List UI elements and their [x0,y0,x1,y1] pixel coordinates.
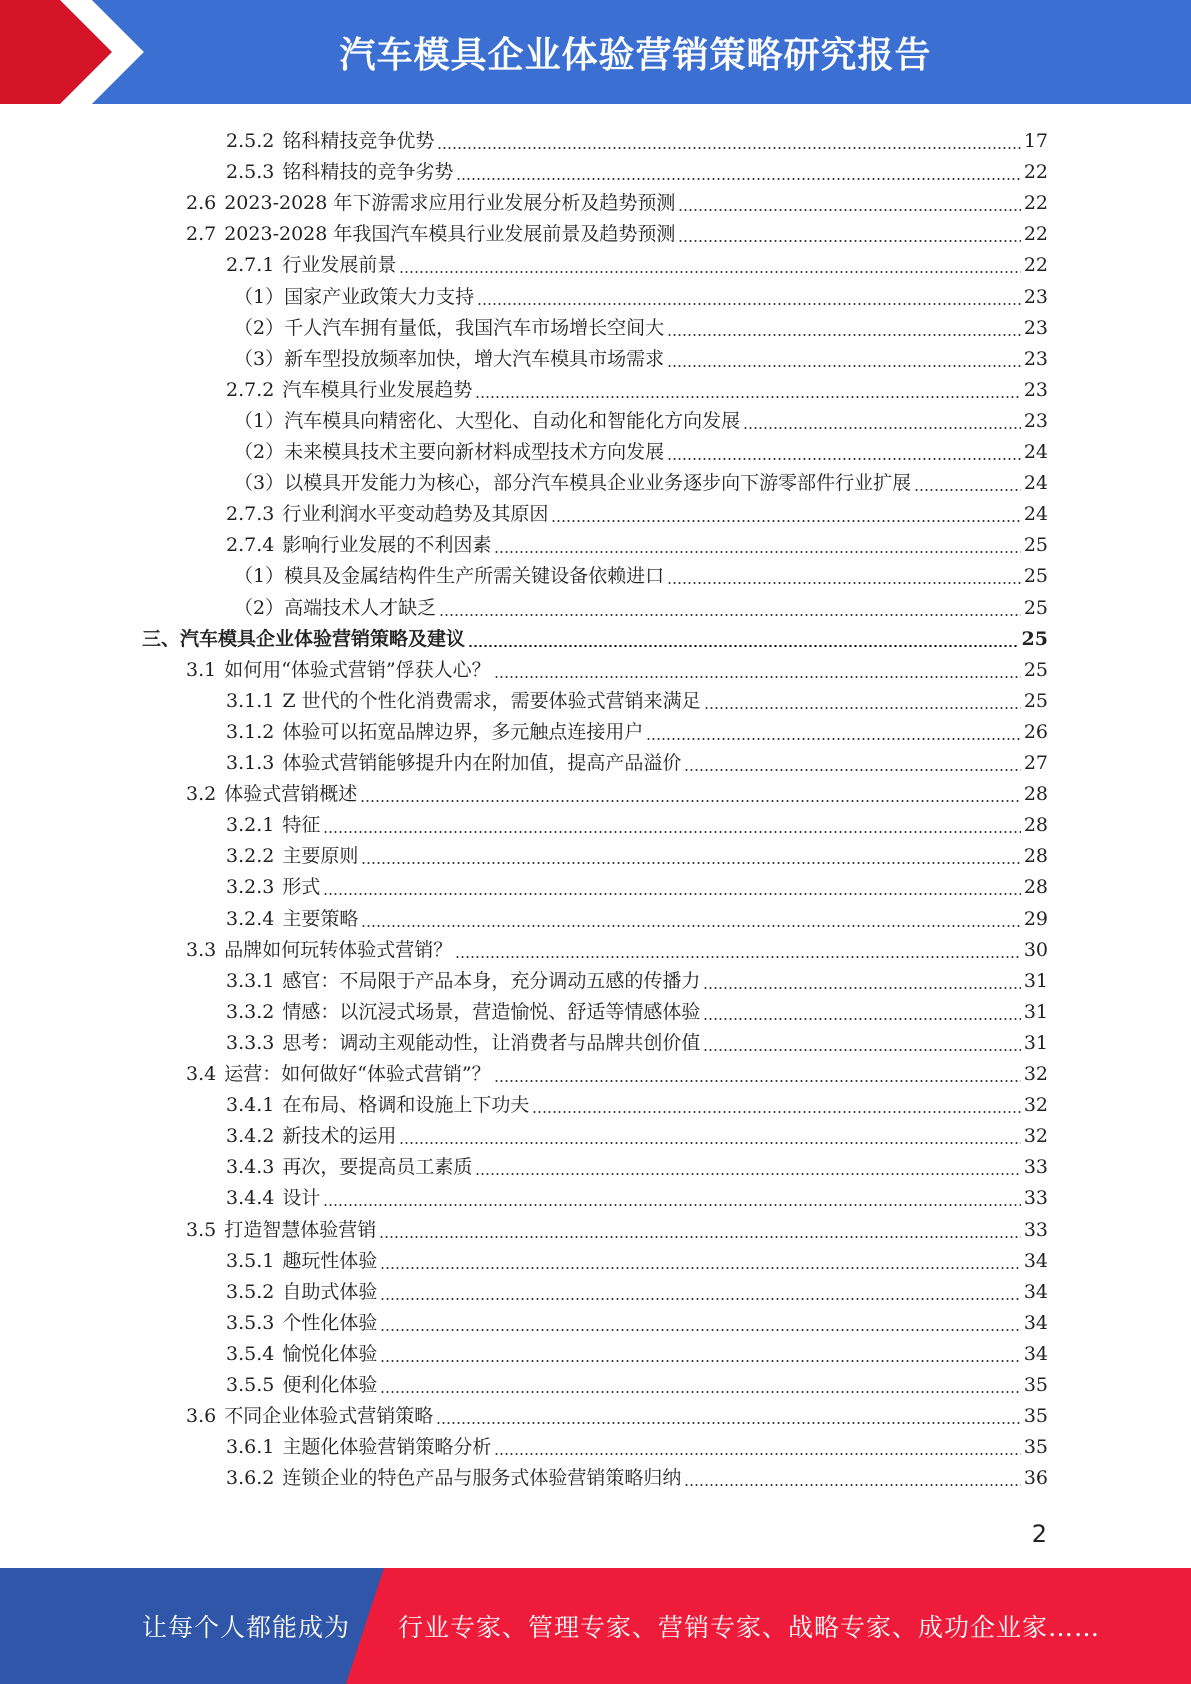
toc-entry[interactable] [226,1152,1048,1183]
toc-entry[interactable] [226,872,1048,903]
toc-entry-page: 22 [1023,161,1048,184]
toc-entry-number: （1） [234,409,285,432]
toc-entry-number: 3.3 [186,938,217,961]
toc-entry[interactable] [226,1277,1048,1308]
toc-dot-leader [437,147,1020,149]
toc-entry-page: 28 [1023,814,1048,837]
toc-entry-number: 3.2.2 [226,845,275,868]
toc-dot-leader [380,1329,1020,1331]
toc-entry-title: 个性化体验 [282,1311,378,1334]
page-header [0,0,1191,110]
toc-entry-number: 3.5.5 [226,1374,275,1396]
toc-entry-number: （3） [234,347,285,370]
toc-entry[interactable] [234,344,1048,375]
toc-entry[interactable] [234,282,1048,313]
toc-entry-page: 25 [1023,534,1048,557]
toc-entry-page: 28 [1023,783,1048,806]
toc-entry-page: 32 [1023,1063,1048,1085]
toc-dot-leader [360,800,1021,802]
toc-entry[interactable] [226,1308,1048,1339]
toc-entry-number: 2.7.1 [226,254,275,277]
toc-entry[interactable] [186,655,1048,686]
toc-entry-number: 3.4 [186,1063,217,1085]
toc-dot-leader [532,1111,1020,1113]
toc-entry-page: 34 [1023,1280,1048,1303]
toc-entry[interactable] [226,530,1048,561]
toc-entry-number: 3.4.3 [226,1156,275,1179]
toc-entry-number: 3.4.2 [226,1125,275,1148]
toc-entry[interactable] [226,499,1048,530]
toc-entry-number: 3.1 [186,658,217,681]
toc-entry[interactable] [234,593,1048,624]
toc-entry-number: 2.7 [186,223,217,246]
toc-entry-number: 三、 [142,627,181,650]
toc-entry-page: 26 [1023,720,1048,743]
toc-dot-leader [551,520,1020,522]
toc-entry-page: 33 [1023,1156,1048,1179]
toc-entry-title: 体验可以拓宽品牌边界，多元触点连接用户 [282,720,644,743]
toc-dot-leader [678,209,1020,211]
toc-entry[interactable] [226,1090,1048,1121]
toc-entry-title: 品牌如何玩转体验式营销？ [224,938,453,961]
toc-entry-title: 感官：不局限于产品本身，充分调动五感的传播力 [282,969,701,992]
toc-entry-number: 3.5 [186,1218,217,1241]
toc-entry-title: 在布局、格调和设施上下功夫 [282,1094,530,1117]
toc-dot-leader [439,614,1021,616]
toc-dot-leader [494,676,1021,678]
toc-entry-number: 2.7.4 [226,534,275,557]
toc-entry-title: 不同企业体验式营销策略 [224,1405,434,1428]
toc-entry[interactable] [234,561,1048,592]
toc-entry-title: 设计 [282,1187,321,1210]
toc-entry-number: 2.7.2 [226,378,275,401]
toc-entry-page: 34 [1023,1249,1048,1272]
toc-entry-page: 31 [1023,969,1048,992]
toc-entry-number: （3） [234,472,285,495]
toc-entry-number: （2） [234,596,285,619]
toc-entry-number: （2） [234,316,285,339]
toc-dot-leader [361,925,1020,927]
toc-dot-leader [399,1142,1020,1144]
toc-entry-number: 3.1.3 [226,752,275,774]
toc-entry-page: 35 [1023,1405,1048,1428]
toc-entry-title: 自助式体验 [282,1280,378,1303]
toc-entry-title: 2023-2028 年下游需求应用行业发展分析及趋势预测 [224,192,676,215]
toc-dot-leader [684,1484,1020,1486]
toc-entry-number: 3.3.1 [226,969,275,992]
toc-dot-leader [703,987,1020,989]
toc-entry-number: 3.2.4 [226,907,275,930]
toc-entry[interactable] [226,1028,1048,1059]
toc-entry-page: 29 [1023,907,1048,930]
toc-entry[interactable] [226,748,1048,779]
toc-entry-page: 36 [1023,1467,1048,1490]
toc-entry[interactable] [234,406,1048,437]
toc-entry-title: 主要原则 [282,845,359,868]
toc-entry-page: 24 [1023,472,1048,495]
toc-entry[interactable] [226,126,1048,157]
toc-entry-title: 铭科精技竞争优势 [282,130,435,152]
toc-dot-leader [380,1391,1020,1393]
toc-entry-page: 32 [1023,1125,1048,1148]
toc-dot-leader [323,1204,1020,1206]
toc-entry[interactable] [226,1370,1048,1401]
toc-entry[interactable] [226,810,1048,841]
toc-entry-number: 3.1.2 [226,720,275,743]
toc-dot-leader [678,240,1020,242]
toc-entry-page: 22 [1023,192,1048,215]
toc-dot-leader [323,893,1020,895]
toc-entry-title: 运营：如何做好“体验式营销”？ [224,1063,491,1085]
toc-entry-title: 行业发展前景 [282,254,397,277]
toc-entry-title: 特征 [282,814,321,837]
toc-entry-title: 打造智慧体验营销 [224,1218,377,1241]
toc-entry-title: 新技术的运用 [282,1125,397,1148]
toc-entry-number: 3.5.4 [226,1342,275,1365]
toc-entry-number: 3.3.3 [226,1031,275,1054]
toc-dot-leader [914,489,1021,491]
toc-dot-leader [399,271,1020,273]
toc-entry-number: 2.7.3 [226,503,275,526]
toc-dot-leader [494,551,1020,553]
toc-entry[interactable] [234,437,1048,468]
toc-entry[interactable] [226,997,1048,1028]
toc-entry-title: 模具及金属结构件生产所需关键设备依赖进口 [284,565,665,588]
footer-slogan-left: 让每个人都能成为 [142,1613,351,1642]
toc-entry-page: 34 [1023,1311,1048,1334]
toc-entry-number: （1） [234,285,285,308]
toc-dot-leader [704,707,1021,709]
toc-dot-leader [380,1267,1020,1269]
toc-entry[interactable] [186,1215,1048,1246]
toc-entry-number: 3.3.2 [226,1000,275,1023]
toc-entry[interactable] [186,219,1048,250]
toc-dot-leader [703,1049,1020,1051]
toc-entry-title: 汽车模具行业发展趋势 [282,378,473,401]
toc-entry-title: 体验式营销概述 [224,783,358,806]
toc-entry-title: 汽车模具企业体验营销策略及建议 [180,627,466,650]
toc-entry[interactable] [186,779,1048,810]
toc-entry-number: （1） [234,565,285,588]
toc-dot-leader [684,769,1020,771]
toc-entry-number: 2.6 [186,192,217,215]
toc-entry-number: 3.5.2 [226,1280,275,1303]
toc-entry[interactable] [226,1183,1048,1214]
page-footer [0,1568,1191,1684]
toc-dot-leader [456,178,1020,180]
toc-entry-title: 2023-2028 年我国汽车模具行业发展前景及趋势预测 [224,223,676,246]
toc-entry-number: 2.5.3 [226,161,275,184]
toc-dot-leader [361,862,1020,864]
toc-entry-title: 高端技术人才缺乏 [284,596,437,619]
toc-entry[interactable] [226,375,1048,406]
toc-entry-title: 形式 [282,876,321,899]
toc-entry[interactable] [226,250,1048,281]
toc-entry-page: 24 [1023,503,1048,526]
toc-entry-page: 27 [1023,752,1048,774]
toc-entry-title: 行业利润水平变动趋势及其原因 [282,503,549,526]
toc-entry-number: 3.5.1 [226,1249,275,1272]
toc-dot-leader [477,303,1021,305]
toc-entry-title: 思考：调动主观能动性，让消费者与品牌共创价值 [282,1031,701,1054]
toc-entry-number: 3.2.3 [226,876,275,899]
toc-entry-page: 25 [1021,627,1048,650]
toc-entry-page: 23 [1023,285,1048,308]
toc-entry-title: 连锁企业的特色产品与服务式体验营销策略归纳 [282,1467,682,1490]
toc-entry-page: 35 [1023,1374,1048,1396]
toc-entry[interactable] [226,1246,1048,1277]
toc-entry-number: （2） [234,441,285,463]
toc-entry-title: 千人汽车拥有量低，我国汽车市场增长空间大 [284,316,665,339]
page-number: 2 [1031,1520,1047,1548]
toc-entry-page: 33 [1023,1187,1048,1210]
footer-slogan-right: 行业专家、管理专家、营销专家、战略专家、成功企业家…… [398,1613,1101,1642]
toc-entry-number: 2.5.2 [226,130,275,152]
toc-entry-title: 主题化体验营销策略分析 [282,1436,492,1459]
toc-entry[interactable] [234,313,1048,344]
toc-entry[interactable] [226,904,1048,935]
toc-entry-page: 17 [1023,130,1048,152]
toc-entry-page: 25 [1023,658,1048,681]
toc-entry-page: 25 [1023,596,1048,619]
toc-dot-leader [494,1080,1021,1082]
toc-entry-title: 国家产业政策大力支持 [284,285,475,308]
toc-entry[interactable] [142,624,1048,655]
toc-entry-title: 再次，要提高员工素质 [282,1156,473,1179]
toc-dot-leader [379,1236,1021,1238]
toc-entry-number: 3.4.4 [226,1187,275,1210]
toc-entry-page: 31 [1023,1031,1048,1054]
toc-entry-title: 愉悦化体验 [282,1342,378,1365]
toc-entry-number: 3.6 [186,1405,217,1428]
toc-entry-page: 23 [1023,316,1048,339]
toc-dot-leader [468,645,1019,647]
toc-entry-page: 23 [1023,409,1048,432]
toc-dot-leader [667,365,1021,367]
toc-entry-page: 24 [1023,441,1048,463]
toc-entry-title: 便利化体验 [282,1374,378,1396]
toc-entry[interactable] [226,686,1048,717]
toc-dot-leader [646,738,1020,740]
toc-entry-number: 3.5.3 [226,1311,275,1334]
toc-entry[interactable] [186,1059,1048,1090]
toc-entry[interactable] [226,717,1048,748]
toc-entry-page: 25 [1023,689,1048,712]
toc-entry-title: 铭科精技的竞争劣势 [282,161,454,184]
toc-entry-page: 28 [1023,876,1048,899]
toc-entry-number: 3.4.1 [226,1094,275,1117]
toc-entry-number: 3.2.1 [226,814,275,837]
toc-dot-leader [703,1018,1020,1020]
toc-entry-page: 23 [1023,347,1048,370]
toc-entry-title: 影响行业发展的不利因素 [282,534,492,557]
toc-entry[interactable] [226,1432,1048,1463]
toc-entry-page: 31 [1023,1000,1048,1023]
toc-entry-title: 趣玩性体验 [282,1249,378,1272]
toc-entry-title: 主要策略 [282,907,359,930]
toc-entry-page: 23 [1023,378,1048,401]
toc-entry-page: 35 [1023,1436,1048,1459]
toc-dot-leader [436,1422,1021,1424]
toc-entry-page: 22 [1023,254,1048,277]
toc-dot-leader [380,1298,1020,1300]
toc-dot-leader [743,427,1021,429]
report-title: 汽车模具企业体验营销策略研究报告 [339,34,932,76]
toc-entry-title: 情感：以沉浸式场景，营造愉悦、舒适等情感体验 [282,1000,701,1023]
toc-entry-number: 3.6.1 [226,1436,275,1459]
toc-entry-page: 33 [1023,1218,1048,1241]
toc-entry[interactable] [226,966,1048,997]
toc-dot-leader [667,582,1021,584]
toc-dot-leader [667,458,1021,460]
toc-entry-page: 28 [1023,845,1048,868]
toc-entry-title: 未来模具技术主要向新材料成型技术方向发展 [284,441,665,463]
toc-dot-leader [475,396,1020,398]
toc-dot-leader [380,1360,1020,1362]
toc-entry-title: 以模具开发能力为核心，部分汽车模具企业业务逐步向下游零部件行业扩展 [284,472,912,495]
toc-dot-leader [455,956,1021,958]
toc-entry-number: 3.2 [186,783,217,806]
toc-entry-page: 25 [1023,565,1048,588]
toc-entry-page: 34 [1023,1342,1048,1365]
toc-dot-leader [475,1173,1020,1175]
toc-entry-page: 22 [1023,223,1048,246]
toc-entry-title: 汽车模具向精密化、大型化、自动化和智能化方向发展 [284,409,741,432]
toc-entry[interactable] [186,188,1048,219]
toc-entry-title: 体验式营销能够提升内在附加值，提高产品溢价 [282,752,682,774]
toc-entry-page: 30 [1023,938,1048,961]
toc-entry[interactable] [226,1463,1048,1494]
toc-entry[interactable] [226,157,1048,188]
toc-dot-leader [323,831,1020,833]
toc-entry[interactable] [226,1339,1048,1370]
toc-dot-leader [494,1453,1020,1455]
toc-entry[interactable] [226,841,1048,872]
toc-entry-title: Z 世代的个性化消费需求，需要体验式营销来满足 [282,689,701,712]
toc-dot-leader [667,334,1021,336]
toc-entry[interactable] [226,1121,1048,1152]
toc-entry-title: 新车型投放频率加快，增大汽车模具市场需求 [284,347,665,370]
toc-entry-page: 32 [1023,1094,1048,1117]
toc-entry-number: 3.6.2 [226,1467,275,1490]
toc-entry[interactable] [186,1401,1048,1432]
toc-entry[interactable] [186,935,1048,966]
toc-entry-number: 3.1.1 [226,689,275,712]
toc-entry-title: 如何用“体验式营销”俘获人心？ [224,658,491,681]
toc-entry[interactable] [234,468,1048,499]
